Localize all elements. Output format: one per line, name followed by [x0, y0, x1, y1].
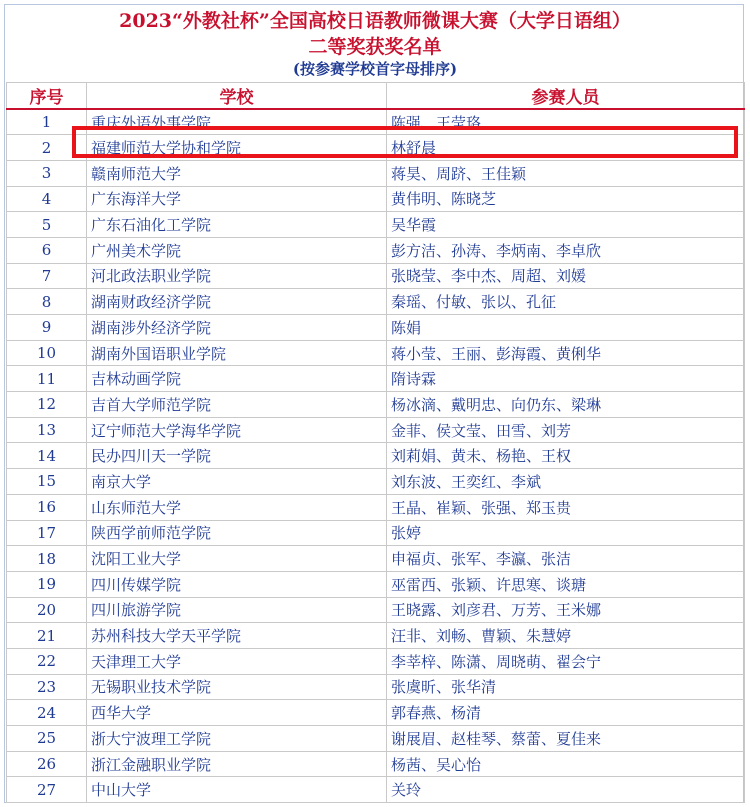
row-number: 5 — [7, 212, 87, 238]
row-number: 18 — [7, 546, 87, 572]
table-row — [7, 109, 745, 135]
school-name: 湖南财政经济学院 — [87, 289, 387, 315]
participants: 吴华霞 — [387, 212, 745, 238]
participants: 王晶、崔颖、张强、郑玉贵 — [387, 494, 745, 520]
page-title: 2023“外教社杯”全国高校日语教师微课大赛（大学日语组） — [119, 10, 631, 32]
row-number: 7 — [7, 263, 87, 289]
participants: 刘莉娟、黄未、杨艳、王权 — [387, 443, 745, 469]
school-name: 广东石油化工学院 — [87, 212, 387, 238]
school-name: 中山大学 — [87, 777, 387, 803]
school-name: 无锡职业技术学院 — [87, 674, 387, 700]
participants: 张晓莹、李中杰、周超、刘媛 — [387, 263, 745, 289]
participants: 黄伟明、陈晓芝 — [387, 186, 745, 212]
row-number: 9 — [7, 315, 87, 341]
row-number: 6 — [7, 237, 87, 263]
participants: 谢展眉、赵桂琴、蔡蕾、夏佳来 — [387, 726, 745, 752]
table-header-row — [7, 83, 745, 110]
row-number: 8 — [7, 289, 87, 315]
participants: 蒋小莹、王丽、彭海霞、黄俐华 — [387, 340, 745, 366]
table-row — [7, 392, 745, 418]
row-number: 11 — [7, 366, 87, 392]
school-name: 吉林动画学院 — [87, 366, 387, 392]
table-row — [7, 777, 745, 803]
school-name: 福建师范大学协和学院 — [87, 135, 387, 161]
table-row — [7, 648, 745, 674]
participants: 彭方洁、孙涛、李炳南、李卓欣 — [387, 237, 745, 263]
table-row — [7, 623, 745, 649]
participants: 汪非、刘畅、曹颖、朱慧婷 — [387, 623, 745, 649]
participants: 张婷 — [387, 520, 745, 546]
table-row — [7, 237, 745, 263]
table-row — [7, 571, 745, 597]
row-number: 16 — [7, 494, 87, 520]
row-number: 3 — [7, 160, 87, 186]
column-header-number: 序号 — [7, 83, 87, 110]
school-name: 四川传媒学院 — [87, 571, 387, 597]
school-name: 浙大宁波理工学院 — [87, 726, 387, 752]
school-name: 南京大学 — [87, 469, 387, 495]
table-row — [7, 494, 745, 520]
school-name: 重庆外语外事学院 — [87, 109, 387, 135]
school-name: 山东师范大学 — [87, 494, 387, 520]
school-name: 赣南师范大学 — [87, 160, 387, 186]
participants: 王晓露、刘彦君、万芳、王米娜 — [387, 597, 745, 623]
row-number: 20 — [7, 597, 87, 623]
table-row — [7, 212, 745, 238]
row-number: 10 — [7, 340, 87, 366]
participants: 巫雷西、张颖、许思寒、谈瑭 — [387, 571, 745, 597]
table-row — [7, 546, 745, 572]
participants: 刘东波、王奕红、李斌 — [387, 469, 745, 495]
table-row — [7, 340, 745, 366]
school-name: 天津理工大学 — [87, 648, 387, 674]
row-number: 27 — [7, 777, 87, 803]
participants: 蒋昊、周跻、王佳颖 — [387, 160, 745, 186]
row-number: 19 — [7, 571, 87, 597]
participants: 隋诗霖 — [387, 366, 745, 392]
row-number: 17 — [7, 520, 87, 546]
row-number: 21 — [7, 623, 87, 649]
award-level-title: 二等奖获奖名单 — [308, 36, 442, 58]
column-header-members: 参赛人员 — [387, 83, 745, 110]
school-name: 湖南外国语职业学院 — [87, 340, 387, 366]
school-name: 沈阳工业大学 — [87, 546, 387, 572]
table-row — [7, 751, 745, 777]
column-header-school: 学校 — [87, 83, 387, 110]
school-name: 广东海洋大学 — [87, 186, 387, 212]
table-row — [7, 417, 745, 443]
table-row — [7, 160, 745, 186]
row-number: 22 — [7, 648, 87, 674]
row-number: 4 — [7, 186, 87, 212]
school-name: 民办四川天一学院 — [87, 443, 387, 469]
school-name: 陕西学前师范学院 — [87, 520, 387, 546]
row-number: 13 — [7, 417, 87, 443]
participants: 李莘梓、陈潇、周晓萌、翟会宁 — [387, 648, 745, 674]
row-number: 1 — [7, 109, 87, 135]
school-name: 河北政法职业学院 — [87, 263, 387, 289]
row-number: 14 — [7, 443, 87, 469]
participants: 杨茜、吴心怡 — [387, 751, 745, 777]
participants: 关玲 — [387, 777, 745, 803]
school-name: 湖南涉外经济学院 — [87, 315, 387, 341]
table-row — [7, 700, 745, 726]
participants: 陈娟 — [387, 315, 745, 341]
table-row — [7, 469, 745, 495]
school-name: 浙江金融职业学院 — [87, 751, 387, 777]
table-row — [7, 186, 745, 212]
table-row — [7, 520, 745, 546]
participants: 杨冰滴、戴明忠、向仍东、梁琳 — [387, 392, 745, 418]
school-name: 广州美术学院 — [87, 237, 387, 263]
table-row — [7, 135, 745, 161]
row-number: 26 — [7, 751, 87, 777]
participants: 秦瑶、付敏、张以、孔征 — [387, 289, 745, 315]
table-row — [7, 726, 745, 752]
school-name: 吉首大学师范学院 — [87, 392, 387, 418]
participants: 陈强、王莹珞 — [387, 109, 745, 135]
table-row — [7, 674, 745, 700]
participants: 申福贞、张军、李瀛、张洁 — [387, 546, 745, 572]
participants: 林舒晨 — [387, 135, 745, 161]
row-number: 12 — [7, 392, 87, 418]
table-row — [7, 366, 745, 392]
table-row — [7, 597, 745, 623]
row-number: 2 — [7, 135, 87, 161]
table-row — [7, 289, 745, 315]
table-row — [7, 443, 745, 469]
table-row — [7, 263, 745, 289]
participants: 张虞昕、张华清 — [387, 674, 745, 700]
award-table — [6, 82, 745, 803]
school-name: 辽宁师范大学海华学院 — [87, 417, 387, 443]
row-number: 24 — [7, 700, 87, 726]
school-name: 西华大学 — [87, 700, 387, 726]
participants: 郭春燕、杨清 — [387, 700, 745, 726]
row-number: 25 — [7, 726, 87, 752]
row-number: 15 — [7, 469, 87, 495]
school-name: 苏州科技大学天平学院 — [87, 623, 387, 649]
row-number: 23 — [7, 674, 87, 700]
school-name: 四川旅游学院 — [87, 597, 387, 623]
participants: 金菲、侯文莹、田雪、刘芳 — [387, 417, 745, 443]
table-row — [7, 315, 745, 341]
sort-note: (按参赛学校首字母排序) — [292, 60, 458, 78]
